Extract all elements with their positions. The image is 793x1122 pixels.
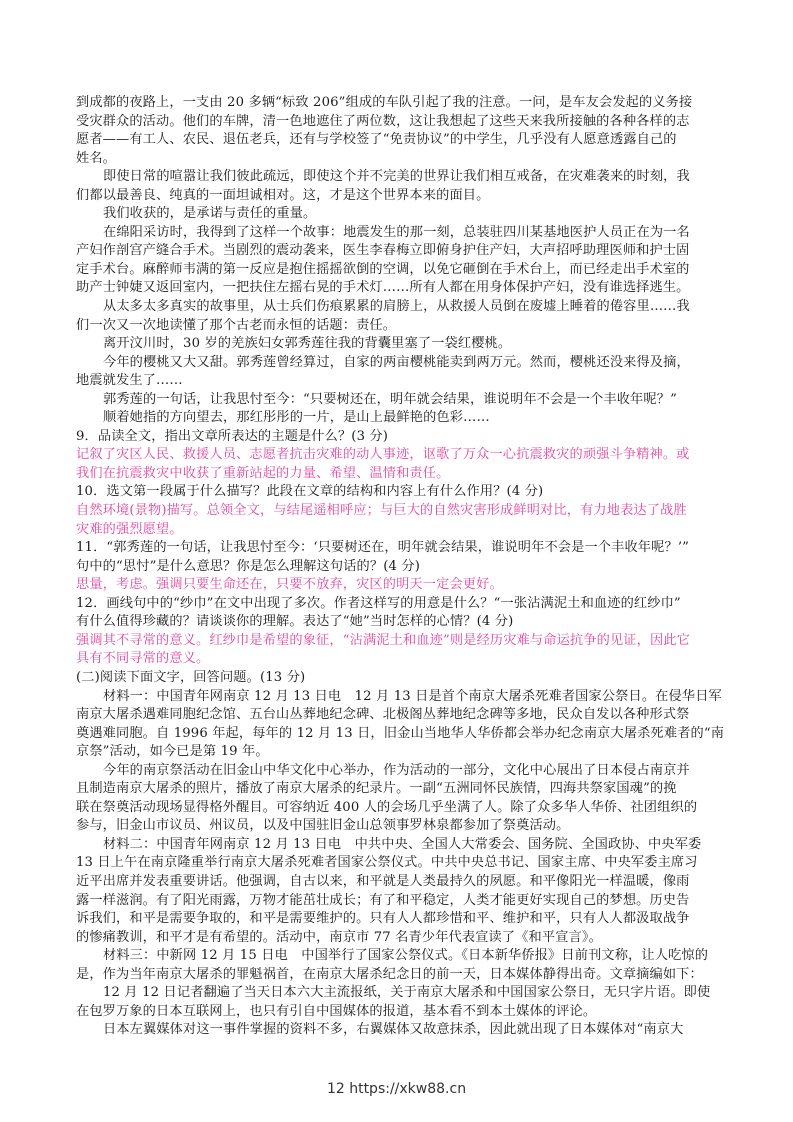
question-text: 10．选文第一段属于什么描写？此段在文章的结构和内容上有什么作用？(4 分) xyxy=(76,484,544,500)
material-line: 材料二：中国青年网南京 12 月 13 日电 中共中央、全国人大常委会、国务院、全国政协、中央军委 xyxy=(103,836,702,852)
passage-line: 今年的樱桃又大又甜。郭秀莲曾经算过，自家的两亩樱桃能卖到两万元。然而，樱桃还没来得及摘， xyxy=(103,354,690,370)
document-page xyxy=(76,94,724,1040)
material-line: 12 月 12 日记者翻遍了当天日本六大主流报纸，关于南京大屠杀和中国国家公祭日，无只字片语。即使 xyxy=(103,985,711,1001)
section-two xyxy=(76,669,724,1040)
passage-line: 们都以最善良、纯真的一面坦诚相对。这，才是这个世界本来的面目。 xyxy=(76,187,490,203)
answer-text: 自然环境(景物)描写。总领全文，与结尾遥相呼应；与巨大的自然灾害形成鲜明对比，有力地表达了战胜 xyxy=(76,503,687,519)
answer-text: 记叙了灾区人民、救援人员、志愿者抗击灾难的动人事迹，讴歌了万众一心抗震救灾的顽强斗争精神。或 xyxy=(76,447,690,463)
answer-text: 强调其不寻常的意义。红纱巾是希望的象征，“沾满泥土和血迹”则是经历灾难与命运抗争的见证，因此它 xyxy=(76,632,690,648)
material-line: 诉我们，和平是需要争取的，和平是需要维护的。只有人人都珍惜和平、维护和平，只有人人都汲取战争 xyxy=(76,911,690,927)
passage-line: 顺着她指的方向望去，那红彤彤的一片，是山上最鲜艳的色彩…… xyxy=(103,410,490,426)
question-text: 有什么值得珍藏的？请谈谈你的理解。表达了“她”当时怎样的心情？(4 分) xyxy=(76,614,514,630)
question-11 xyxy=(76,539,724,595)
material-line: 联在祭奠活动现场显得格外醒目。可容纳近 400 人的会场几乎坐满了人。除了众多华人华侨、社团组织的 xyxy=(76,799,698,815)
passage-line: 受灾群众的活动。他们的车牌，清一色地遮住了两位数，这让我想起了这些天来我所接触的各种各样的志 xyxy=(76,113,690,129)
material-line: 近平出席并发表重要讲话。他强调，自古以来，和平就是人类最持久的夙愿。和平像阳光一样温暖，像雨 xyxy=(76,873,690,889)
section-heading: (二)阅读下面文字，回答问题。(13 分) xyxy=(76,669,306,685)
question-text: 11．“郭秀莲的一句话，让我思忖至今：‘只要树还在，明年就会结果，谁说明年不会是一个丰收年呢？’” xyxy=(76,540,690,556)
question-text: 9．品读全文，指出文章所表达的主题是什么？(3 分) xyxy=(76,428,389,444)
question-text: 句中的“思忖”是什么意思？你是怎么理解这句话的？(4 分) xyxy=(76,558,421,574)
question-9 xyxy=(76,428,724,484)
passage-line: 愿者——有工人、农民、退伍老兵，还有与学校签了“免责协议”的中学生，几乎没有人愿意透露自己的 xyxy=(76,132,677,148)
answer-text: 具有不同寻常的意义。 xyxy=(76,651,210,667)
material-line: 是，作为当年南京大屠杀的罪魁祸首，在南京大屠杀纪念日的前一天，日本媒体静得出奇。文章摘编如下： xyxy=(76,966,703,982)
answer-text: 灾难的强烈愿望。 xyxy=(76,521,183,537)
passage-line: 离开汶川时，30 岁的羌族妇女郭秀莲往我的背囊里塞了一袋红樱桃。 xyxy=(103,336,512,352)
question-12 xyxy=(76,595,724,669)
material-line: 材料一：中国青年网南京 12 月 13 日电 12 月 13 日是首个南京大屠杀死难者国家公祭日。在侵华日军 xyxy=(103,688,722,704)
passage-line: 定手术台。麻醉师韦满的第一反应是抱住摇摇欲倒的空调，以免它砸倒在手术台上，而已经走出手术室的 xyxy=(76,261,690,277)
material-line: 南京大屠杀遇难同胞纪念馆、五台山丛葬地纪念碑、北极阁丛葬地纪念碑等多地，民众自发以各种形式祭 xyxy=(76,707,690,723)
material-line: 且制造南京大屠杀的照片，播放了南京大屠杀的纪录片。一副“五洲同怀民族情，四海共祭家国魂”的挽 xyxy=(76,781,677,797)
material-line: 奠遇难同胞。自 1996 年起，每年的 12 月 13 日，旧金山当地华人华侨都会举办纪念南京大屠杀死难者的“南 xyxy=(76,725,725,741)
material-line: 日本左翼媒体对这一事件掌握的资料不多，右翼媒体又故意抹杀，因此就出现了日本媒体对“南京大 xyxy=(103,1022,684,1038)
passage-line: 从太多太多真实的故事里，从士兵们伤痕累累的肩膀上，从救援人员倒在废墟上睡着的倦容里……我 xyxy=(103,299,690,315)
page-footer: 12 https://xkw88.cn xyxy=(326,1081,467,1097)
material-line: 的惨痛教训，和平才是有希望的。活动中，南京市 77 名青少年代表宣读了《和平宣言》。 xyxy=(76,929,602,945)
passage xyxy=(76,94,724,428)
material-line: 13 日上午在南京隆重举行南京大屠杀死难者国家公祭仪式。中共中央总书记、国家主席、中央军委主席习 xyxy=(76,855,698,871)
passage-line: 我们收获的，是承诺与责任的重量。 xyxy=(103,206,317,222)
passage-line: 地震就发生了…… xyxy=(76,373,183,389)
answer-text: 我们在抗震救灾中收获了重新站起的力量、希望、温情和责任。 xyxy=(76,465,450,481)
passage-line: 产妇作剖宫产缝合手术。当剧烈的震动袭来，医生李春梅立即俯身护住产妇，大声招呼助理医师和护士固 xyxy=(76,243,690,259)
passage-line: 们一次又一次地读懂了那个古老而永恒的话题：责任。 xyxy=(76,317,397,333)
material-line: 露一样滋润。有了阳光雨露，万物才能茁壮成长；有了和平稳定，人类才能更好实现自己的梦想。历史告 xyxy=(76,892,690,908)
material-line: 参与，旧金山市议员、州议员，以及中国驻旧金山总领事罗林泉都参加了祭奠活动。 xyxy=(76,818,570,834)
question-10 xyxy=(76,483,724,539)
material-line: 京祭”活动，如今已是第 19 年。 xyxy=(76,744,269,760)
question-text: 12．画线句中的“纱巾”在文中出现了多次。作者这样写的用意是什么？“一张沾满泥土和血迹的红纱巾” xyxy=(76,595,681,611)
passage-line: 到成都的夜路上，一支由 20 多辆“标致 206”组成的车队引起了我的注意。一问，是车友会发起的义务接 xyxy=(76,95,693,110)
material-line: 今年的南京祭活动在旧金山中华文化中心举办，作为活动的一部分，文化中心展出了日本侵占南京并 xyxy=(103,762,690,778)
material-line: 在包罗万象的日本互联网上，也只有引自中国媒体的报道，基本看不到本土媒体的评论。 xyxy=(76,1003,597,1019)
answer-text: 思量，考虑。强调只要生命还在，只要不放弃，灾区的明天一定会更好。 xyxy=(76,577,503,593)
passage-line: 在绵阳采访时，我得到了这样一个故事：地震发生的那一刻，总装驻四川某基地医护人员正在为一名 xyxy=(103,224,690,240)
passage-line: 即使日常的喧嚣让我们彼此疏远，即使这个并不完美的世界让我们相互戒备，在灾难袭来的时刻，我 xyxy=(103,169,690,185)
material-line: 材料三：中新网 12 月 15 日电 中国举行了国家公祭仪式。《日本新华侨报》日前刊文称，让人吃惊的 xyxy=(103,948,709,964)
passage-line: 助产士钟婕又返回室内，一把扶住左摇右晃的手术灯……所有人都在用身体保护产妇，没有谁选择逃生。 xyxy=(76,280,690,296)
passage-line: 郭秀莲的一句话，让我思忖至今：“只要树还在，明年就会结果，谁说明年不会是一个丰收年呢？” xyxy=(103,391,677,407)
passage-line: 姓名。 xyxy=(76,150,117,166)
